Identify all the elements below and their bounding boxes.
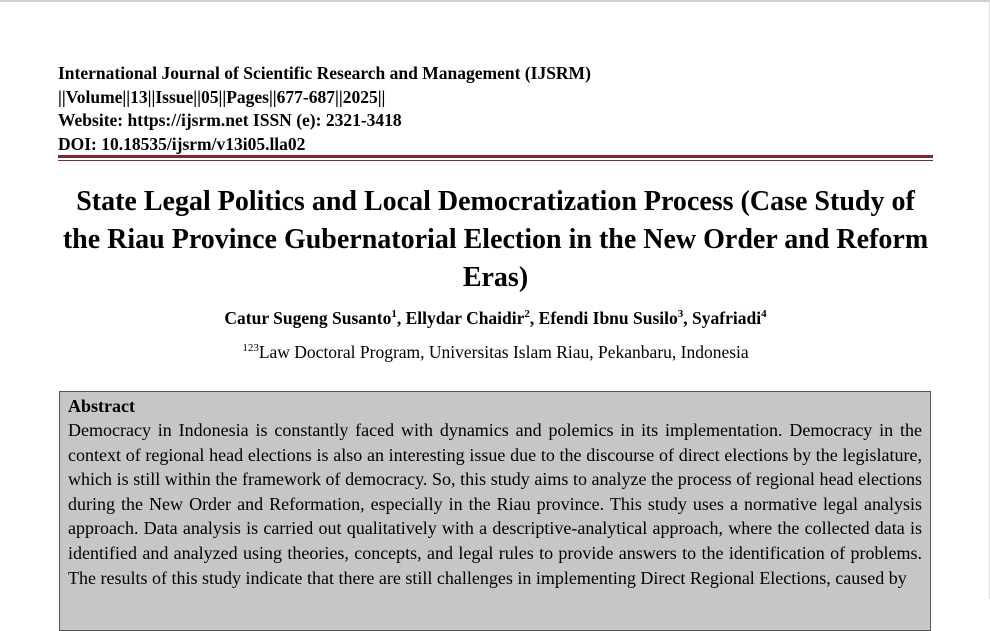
journal-header	[58, 62, 938, 156]
affiliation	[58, 340, 933, 364]
author-affiliation-mark: 1	[391, 308, 397, 321]
author-affiliation-mark: 4	[761, 308, 767, 321]
affiliation-text: Law Doctoral Program, Universitas Islam Riau, Pekanbaru, Indonesia	[258, 342, 749, 362]
paper-title: State Legal Politics and Local Democratization Process (Case Study of the Riau Province Gubernatorial Election in the New Order and Reform Eras)	[62, 186, 929, 293]
journal-doi: DOI: 10.18535/ijsrm/v13i05.lla02	[58, 133, 306, 154]
header-rule-thin	[58, 160, 933, 161]
author-name: Ellydar Chaidir	[405, 308, 525, 328]
abstract-box	[59, 391, 931, 631]
journal-website-issn: Website: https://ijsrm.net ISSN (e): 2321-3418	[58, 110, 402, 130]
abstract-heading: Abstract	[68, 396, 135, 416]
author-separator: ,	[529, 308, 539, 328]
author-affiliation-mark: 3	[677, 308, 684, 321]
author-list	[58, 306, 933, 330]
author-affiliation-mark: 2	[524, 308, 530, 321]
journal-name: International Journal of Scientific Research and Management (IJSRM)	[58, 63, 591, 83]
affiliation-mark: 123	[242, 342, 259, 355]
header-rule-thick	[58, 155, 933, 158]
author-separator: ,	[683, 308, 693, 328]
author-name: Efendi Ibnu Susilo	[538, 308, 678, 328]
author-separator: ,	[396, 308, 406, 328]
author-name: Catur Sugeng Susanto	[224, 308, 392, 328]
page-top-border	[0, 0, 990, 2]
author-name: Syafriadi	[692, 308, 762, 328]
abstract-text: Democracy in Indonesia is constantly faced with dynamics and polemics in its implementation. Democracy in the context of regional head elections is also an interesting issue due to the discourse of direct elections by the legislature, which is still within the framework of democracy. So, this study aims to analyze the process of regional head elections during the New Order and Reformation, especially in the Riau province. This study uses a normative legal analysis approach. Data analysis is carried out qualitatively with a descriptive-analytical approach, where the collected data is identified and analyzed using theories, concepts, and legal rules to provide answers to the identification of problems. The results of this study indicate that there are still challenges in implementing Direct Regional Elections, caused by	[68, 420, 922, 588]
journal-volume-issue: ||Volume||13||Issue||05||Pages||677-687||2025||	[58, 86, 386, 107]
